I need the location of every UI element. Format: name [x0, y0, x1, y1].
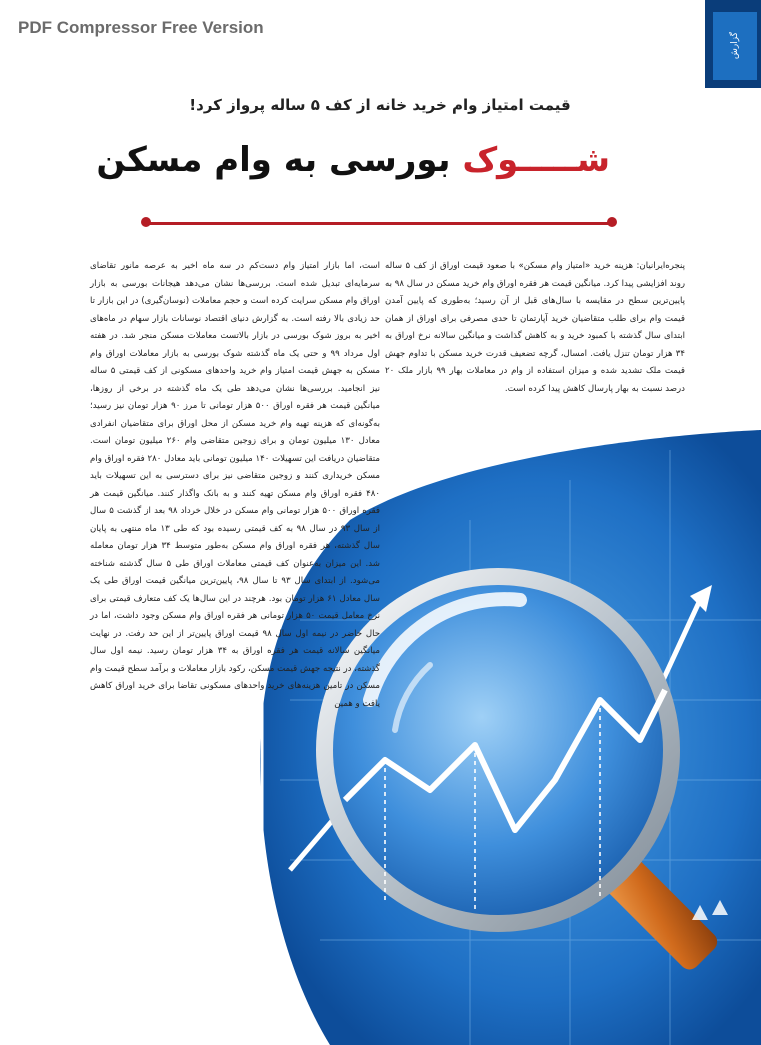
article-column-left	[90, 258, 380, 713]
article-subtitle: قیمت امتیاز وام خرید خانه از کف ۵ ساله پرواز کرد!	[189, 96, 571, 114]
magnifier-lens	[333, 585, 663, 915]
article-column-right	[385, 258, 685, 398]
section-tab-label: گزارش	[730, 32, 740, 60]
watermark-text: PDF Compressor Free Version	[18, 18, 264, 37]
title-highlight: شـــــوک	[462, 140, 610, 180]
article-paragraph-left: است، اما بازار امتیاز وام دست‌کم در سه ماه اخیر به عرصه مانور تقاضای سرمایه‌ای تبدیل شده است. بررسی‌ها نشان می‌دهد هیجانات بورسی به بازار اوراق وام مسکن سرایت کرده است و حجم معاملات (نوسان‌گیری) در این بازار تا حد زیادی بالا رفته است. به گزارش دنیای اقتصاد نوسانات بازار سهام در ماه‌های اخیر به بروز شوک بورسی در بازار بالاتست معاملات مسکن منجر شد. در هفته اول مرداد ۹۹ و حتی یک ماه گذشته شوک بورسی به بازار معاملات اوراق وام مسکن به جهش قیمت امتیاز وام خرید واحدهای مسکونی از کف قیمتی ۵ ساله نیز انجامید. بررسی‌ها نشان می‌دهد طی یک ماه گذشته در برخی از روزها، میانگین قیمت هر فقره اوراق ۵۰۰ هزار تومانی تا مرز ۹۰ هزار تومان نیز رسید؛ به‌گونه‌ای که هزینه تهیه وام خرید مسکن از محل اوراق برای متقاضیان انفرادی معادل ۱۳۰ میلیون تومان و برای زوجین متقاضی وام ۲۶۰ میلیون تومان است. متقاضیان دریافت این تسهیلات ۱۴۰ میلیون تومانی باید معادل ۲۸۰ فقره اوراق وام مسکن خریداری کنند و زوجین متقاضی نیز برای دسترسی به این تسهیلات باید ۴۸۰ فقره اوراق وام مسکن تهیه کنند و به بانک واگذار کنند. میانگین قیمت هر فقره اوراق ۵۰۰ هزار تومانی وام مسکن در خلال خرداد ۹۸ بعد از گذشت ۵ سال از سال ۹۳ در سال ۹۸ به کف قیمتی رسیده بود که طی ۱۳ ماه منتهی به پایان سال گذشته، هر فقره اوراق وام مسکن به‌طور متوسط ۳۴ هزار تومان معامله شد. این میزان به‌عنوان کف قیمتی معاملات اوراق طی ۵ سال گذشته شناخته می‌شود. از ابتدای سال ۹۳ تا سال ۹۸، پایین‌ترین میانگین قیمت اوراق طی یک سال معادل ۶۱ هزار تومان بود. هرچند در این سال‌ها یک کف متعارف قیمتی برای نرخ معامل قیمت ۵۰ هزار تومانی هر فقره اوراق وام مسکن وجود داشت، اما در حال حاضر در نیمه اول سال ۹۸ قیمت اوراق پایین‌تر از این حد رفت. در نهایت میانگین سالانه قیمت هر فقره اوراق به ۳۴ هزار تومان رسید. نیمه اول سال گذشته، در نتیجه جهش قیمت مسکن، رکود بازار معاملات و برآمد سطح قیمت وام مسکن در تامین هزینه‌های خرید واحدهای مسکونی تقاضا برای خرید اوراق کاهش یافت و همین	[90, 261, 381, 709]
title-rest: بورسی به وام مسکن	[96, 140, 463, 180]
article-paragraph-right: پنجره‌ایرانیان: هزینه خرید «امتیاز وام مسکن» با صعود قیمت اوراق از کف ۵ ساله روند افزایشی پیدا کرد. میانگین قیمت هر فقره اوراق وام خرید مسکن در سال ۹۸ به پایین‌ترین سطح در مقایسه با سال‌های قبل از آن رسید؛ به‌طوری که پایین آمدن قیمت وام برای طلب متقاضیان خرید آپارتمان تا حدی مصرفی برای اوراق از همان ابتدای سال گذشته با کمبود خرید و به کاهش گذاشت و میانگین سالانه نرخ اوراق به ۳۴ هزار تومان تنزل یافت. امسال، گرچه تضعیف قدرت خرید مسکن با تداوم جهش قیمت ملک تشدید شده و میزان استفاده از وام در معاملات بهار ۹۹ بازار ملک ۲۰ درصد نسبت به بهار پارسال کاهش پیدا کرده است.	[385, 261, 685, 394]
